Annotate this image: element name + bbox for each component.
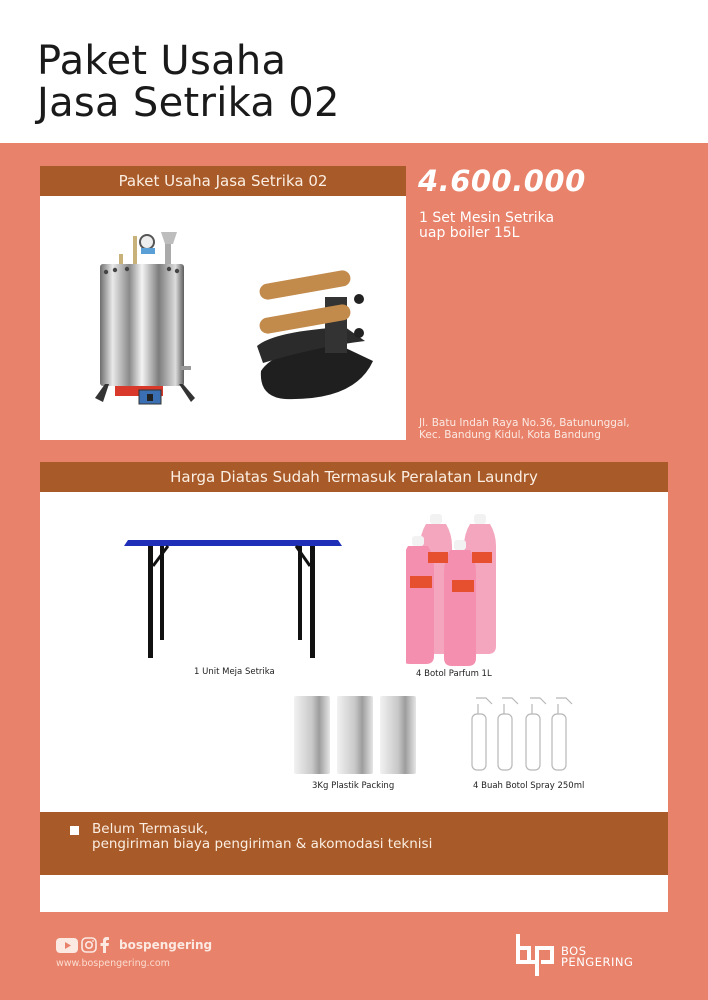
perfume-bottles-image: [406, 510, 506, 670]
social-links: [56, 937, 212, 953]
package-card-title: Paket Usaha Jasa Setrika 02: [40, 166, 406, 196]
package-images: [40, 196, 406, 440]
ironing-table-image: [124, 528, 344, 663]
title-line-2: Jasa Setrika 02: [37, 80, 340, 126]
instagram-icon[interactable]: [81, 937, 97, 953]
title-line-1: Paket Usaha: [37, 38, 287, 84]
desc-line-1: 1 Set Mesin Setrika: [419, 210, 555, 226]
logo-line-2: PENGERING: [561, 955, 634, 969]
bullet-square-icon: [70, 826, 79, 835]
package-card: [40, 166, 406, 440]
title-area: [0, 0, 708, 143]
plastic-packing-image: [294, 694, 424, 776]
note-line-2: pengiriman biaya pengiriman & akomodasi teknisi: [92, 836, 433, 852]
item-caption: 4 Buah Botol Spray 250ml: [473, 781, 585, 791]
included-title: Harga Diatas Sudah Termasuk Peralatan Laundry: [40, 462, 668, 492]
address: [419, 417, 630, 441]
desc-line-2: uap boiler 15L: [419, 225, 520, 241]
spray-bottles-image: [468, 694, 578, 776]
address-line-2: Kec. Bandung Kidul, Kota Bandung: [419, 429, 601, 441]
website-link[interactable]: www.bospengering.com: [56, 958, 170, 969]
price: 4.600.000: [418, 164, 586, 198]
included-equipment-card: [40, 462, 668, 912]
logo-line-1: BOS: [561, 944, 587, 958]
logo-text: [561, 946, 633, 968]
note-line-1: Belum Termasuk,: [92, 821, 209, 837]
social-handle: bospengering: [119, 938, 213, 952]
brand-logo: [515, 932, 633, 982]
steam-iron-image: [255, 251, 385, 411]
note-text: [92, 822, 432, 852]
address-line-1: Jl. Batu Indah Raya No.36, Batununggal,: [419, 417, 630, 429]
youtube-icon[interactable]: [56, 938, 78, 953]
exclusion-note: [40, 812, 668, 875]
package-description: [419, 211, 554, 241]
item-caption: 1 Unit Meja Setrika: [194, 667, 275, 677]
item-caption: 4 Botol Parfum 1L: [416, 669, 492, 679]
bp-logo-icon: [515, 932, 555, 982]
facebook-icon[interactable]: [100, 937, 110, 953]
item-caption: 3Kg Plastik Packing: [312, 781, 395, 791]
steam-boiler-image: [95, 226, 205, 416]
page-title: [37, 40, 340, 124]
